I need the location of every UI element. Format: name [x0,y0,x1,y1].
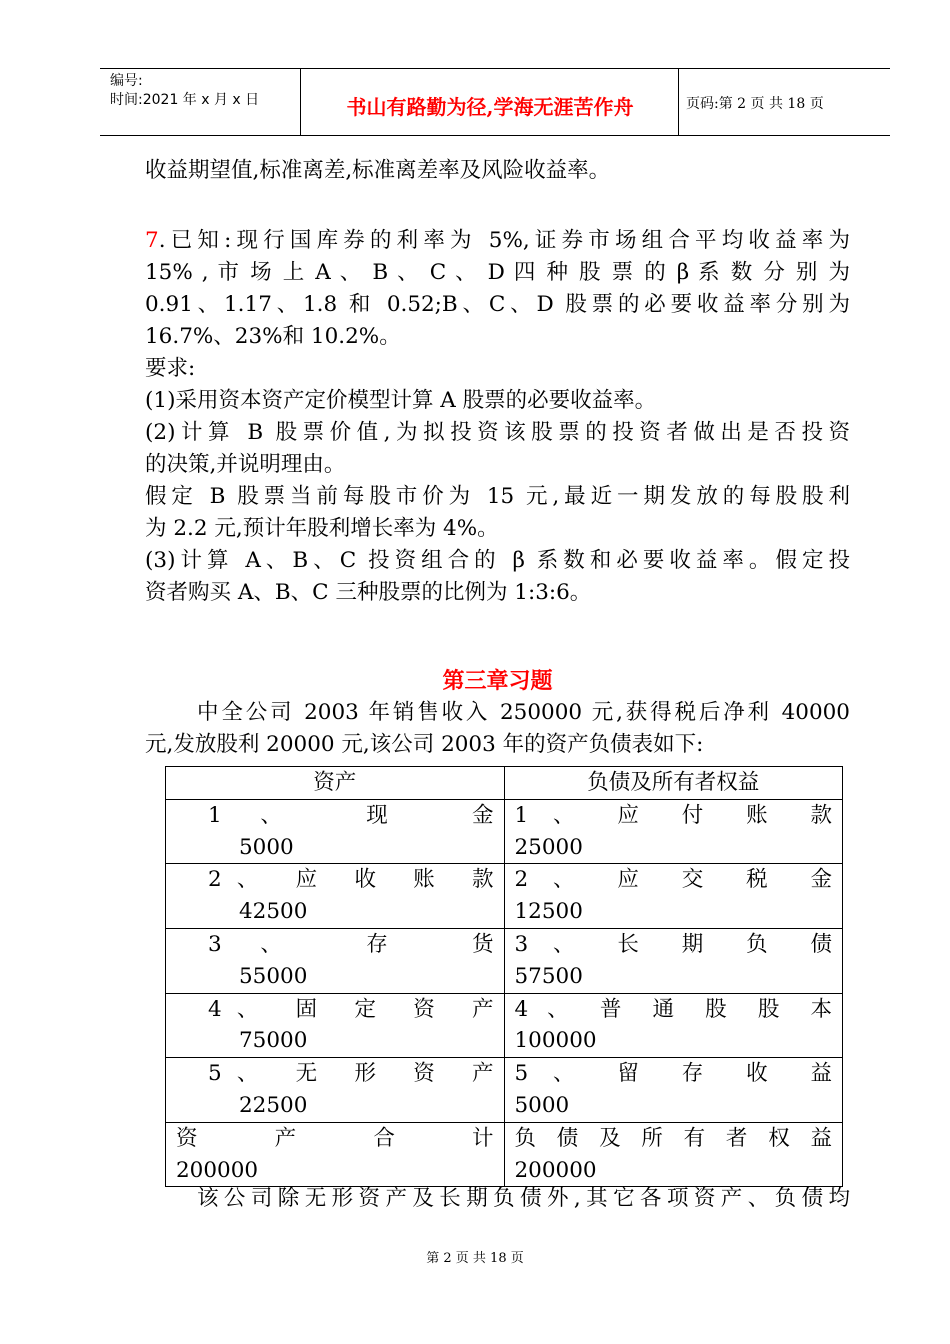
header-motto: 书山有路勤为径,学海无涯苦作舟 [346,95,634,119]
header-divider [678,69,679,135]
asset-cell: 5、 无 形 资 产 22500 [166,1058,505,1123]
header-meta [110,72,259,110]
asset-cell: 3、 存 货 55000 [166,928,505,993]
document-body [145,155,850,761]
balance-sheet-table [165,766,843,1187]
asset-total-cell: 资 产 合 计 200000 [166,1122,505,1187]
asset-cell: 2、 应 收 账 款 42500 [166,864,505,929]
liability-cell: 2 、 应 交 税 金 12500 [504,864,843,929]
liability-cell: 5 、 留 存 收 益 5000 [504,1058,843,1123]
chapter-heading: 第三章习题 [442,668,553,694]
table-header-row [166,767,843,800]
table-row [166,928,843,993]
requirement-heading: 要求: [145,356,196,381]
requirement-3: (3)计算 A、B、C 投资组合的 β 系数和必要收益率。假定投 [145,548,850,573]
question-7-line: 15% , 市 场 上 A 、 B 、 C 、 D 四 种 股 票 的 β 系 数 分 别 为 [145,260,850,285]
paragraph: 该公司除无形资产及长期负债外,其它各项资产、负债均 [197,1186,850,1211]
question-7-line: 16.7%、23%和 10.2%。 [145,324,401,349]
table-total-row [166,1122,843,1187]
asset-cell: 4、 固 定 资 产 75000 [166,993,505,1058]
page-footer: 第 2 页 共 18 页 [426,1251,524,1266]
requirement-1: (1)采用资本资产定价模型计算 A 股票的必要收益率。 [145,388,657,413]
header-assets: 资产 [166,767,505,800]
page-header [100,68,890,136]
number-label: 编号: [110,73,143,89]
header-page-info: 页码:第 2 页 共 18 页 [686,96,824,112]
asset-cell: 1、 现 金 5000 [166,799,505,864]
requirement-3: 资者购买 A、B、C 三种股票的比例为 1:3:6。 [145,580,592,605]
paragraph: 收益期望值,标准离差,标准离差率及风险收益率。 [145,158,611,183]
question-7-line: 0.91、1.17、1.8 和 0.52;B、C、D 股票的必要收益率分别为 [145,292,850,317]
requirement-2-assumption: 为 2.2 元,预计年股利增长率为 4%。 [145,516,499,541]
table-row [166,1058,843,1123]
liability-cell: 3 、 长 期 负 债 57500 [504,928,843,993]
requirement-2: (2)计算 B 股票价值,为拟投资该股票的投资者做出是否投资 [145,420,850,445]
liability-cell: 1 、 应 付 账 款 25000 [504,799,843,864]
question-number: 7 [145,228,159,253]
requirement-2-assumption: 假定 B 股票当前每股市价为 15 元,最近一期发放的每股股利 [145,484,850,509]
liability-total-cell: 负 债 及 所 有 者 权 益 200000 [504,1122,843,1187]
table-row [166,993,843,1058]
table-row [166,799,843,864]
time-label: 时间:2021 年 x 月 x 日 [110,92,260,108]
header-liabilities-equity: 负债及所有者权益 [504,767,843,800]
intro-line: 元,发放股利 20000 元,该公司 2003 年的资产负债表如下: [145,732,704,757]
table-row [166,864,843,929]
requirement-2: 的决策,并说明理由。 [145,452,346,477]
liability-cell: 4 、 普 通 股 股 本 100000 [504,993,843,1058]
intro-line: 中全公司 2003 年销售收入 250000 元,获得税后净利 40000 [197,700,850,725]
header-divider [300,69,301,135]
question-7-line: 7.已知:现行国库券的利率为 5%,证券市场组合平均收益率为 [145,228,850,253]
